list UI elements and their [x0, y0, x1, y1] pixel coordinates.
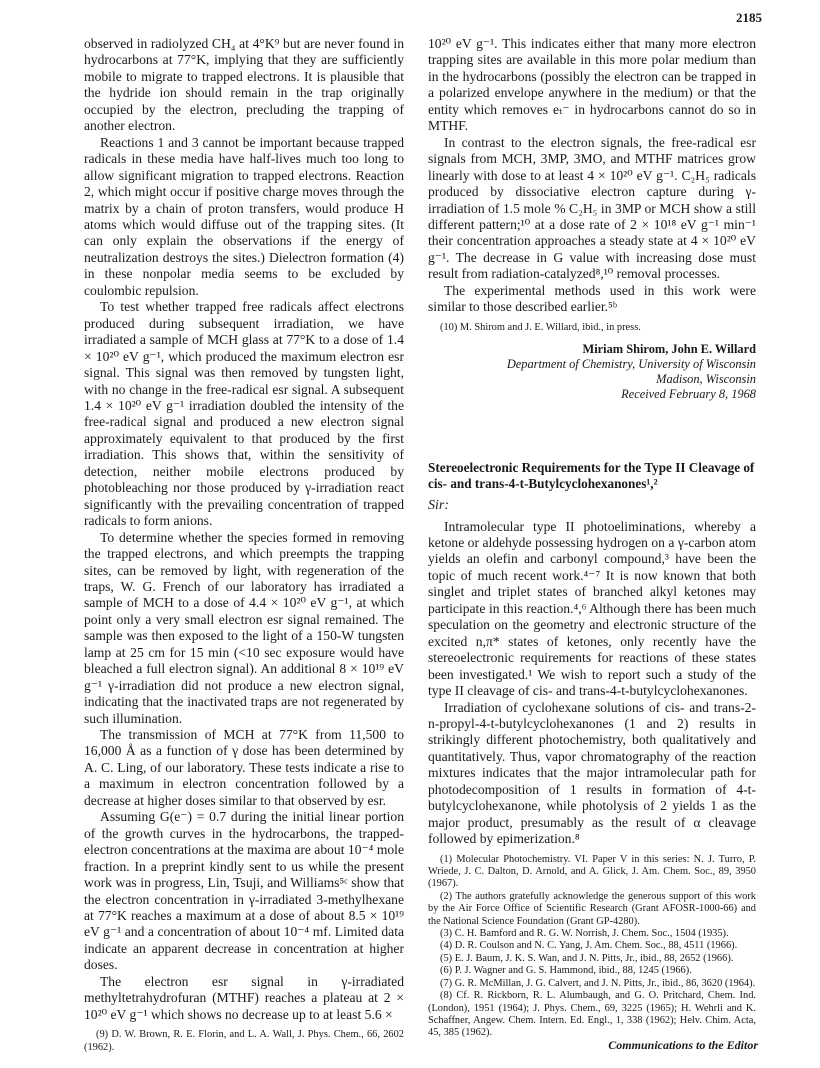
body-paragraph: The experimental methods used in this work were similar to those described earlier.⁵ᵇ: [428, 282, 756, 315]
body-paragraph: 10²⁰ eV g⁻¹. This indicates either that many more electron trapping sites are available in this more polar medium than in the hydrocarbons (possibly the electron can be trapped in a polarized envelope anywhere in the medium) or that the entity which removes eₜ⁻ in hydrocarbons cannot do so in MTHF.: [428, 36, 756, 134]
article-title: Stereoelectronic Requirements for the Type II Cleavage of cis- and trans-4-t-Butylcyclohexanones¹,²: [428, 460, 755, 492]
body-paragraph: Assuming G(e⁻) = 0.7 during the initial linear portion of the growth curves in the hydrocarbons, the trapped-electron concentrations at the maxima are about 10⁻⁴ mole fraction. In a preprint kindly sent to us while the present work was in progress, Lin, Tsuji, and Williams⁵ᶜ show that the electron concentration in γ-irradiated 3-methylhexane at 77°K reaches a maximum at a dose of about 8.5 × 10¹⁹ eV g⁻¹ and a concentration of about 10⁻⁴ mf. Limited data indicate an apparent decrease in concentration at higher doses.: [84, 809, 404, 973]
body-paragraph: To test whether trapped free radicals affect electrons produced during subsequent irradiation, we have irradiated a sample of MCH glass at 77°K to a dose of 1.4 × 10²⁰ eV g⁻¹, which produced the maximum electron esr signal. This signal was then removed by tungsten light, with no change in the free-radical esr signal. A subsequent 1.4 × 10²⁰ eV g⁻¹ irradiation doubled the intensity of the free-radical signal and produced a new electron signal approximately equivalent to that produced by the first irradiation. This shows that, within the sensitivity of detection, neither mobile electrons produced by photobleaching nor those produced by γ-irradiation react significantly with the prevailing concentration of trapped radicals to form anions.: [84, 299, 404, 529]
body-paragraph: Intramolecular type II photoeliminations, whereby a ketone or aldehyde possessing hydrogen on a γ-carbon atom yields an olefin and carbonyl compound,³ have been the topic of much recent work.⁴⁻⁷ It is now known that both singlet and triplet states of branched alkyl ketones may participate in this reaction.⁴,⁶ Although there has been much speculation on the geometry and electronic structure of the excited n,π* states of ketones, only recently have the stereoelectronic requirements for reactions of these states been investigated.¹ We wish to report such a study of the type II cleavage of cis- and trans-4-t-butylcyclohexanones.: [428, 518, 756, 699]
author-city: Madison, Wisconsin: [656, 372, 756, 387]
footnote: (5) E. J. Baum, J. K. S. Wan, and J. N. Pitts, Jr., ibid., 88, 2652 (1966).: [440, 952, 734, 964]
body-paragraph: The electron esr signal in γ-irradiated methyltetrahydrofuran (MTHF) reaches a plateau at 2 × 10²⁰ eV g⁻¹ which shows no decrease up to at least 5.6 ×: [84, 973, 404, 1022]
body-paragraph: Irradiation of cyclohexane solutions of cis- and trans-2-n-propyl-4-t-butylcyclohexanones (1 and 2) results in strikingly different photochemistry, both qualitatively and quantitatively. Thus, vapor chromatography of the reaction mixtures indicates that the major intramolecular path for photodecomposition of 1 results in formation of 4-t-butylcyclohexanone, while photolysis of 2 yields 1 as the major product, presumably as the result of α cleavage followed by epimerization.⁸: [428, 699, 756, 847]
body-paragraph: In contrast to the electron signals, the free-radical esr signals from MCH, 3MP, 3MO, and MTHF matrices grow linearly with dose to at least 4 × 10²⁰ eV g⁻¹. C₂H₅ radicals produced by dissociative electron capture during γ-irradiation of 1.5 mole % C₂H₅ in 3MP or MCH show a still different pattern;¹⁰ at a dose rate of 2 × 10¹⁸ eV g⁻¹ min⁻¹ their concentration approaches a steady state at 4 × 10²⁰ eV g⁻¹. The decrease in G value with increasing dose must result from radiation-catalyzed⁸,¹⁰ removal processes.: [428, 134, 756, 282]
author-department: Department of Chemistry, University of Wisconsin: [506, 357, 756, 372]
received-date: Received February 8, 1968: [621, 387, 756, 402]
footnote: (10) M. Shirom and J. E. Willard, ibid., in press.: [440, 321, 641, 333]
page-number: 2185: [736, 10, 762, 25]
left-column: [84, 36, 404, 1054]
body-paragraph: observed in radiolyzed CH₄ at 4°K⁹ but are never found in hydrocarbons at 77°K, implying that they are sufficiently mobile to migrate to trapped electrons. It is plausible that the hydride ion should remain in the trap originally occupied by the electron, precluding the trapping of another electron.: [84, 36, 404, 134]
body-paragraph: To determine whether the species formed in removing the trapped electrons, and which preempts the trapping sites, can be removed by light, with regeneration of the traps, W. G. French of our laboratory has irradiated a sample of MCH to a dose of 4.4 × 10²⁰ eV g⁻¹, at which point only a very small electron esr signal remained. The sample was then exposed to the light of a 150-W tungsten lamp at 25 cm for 15 min (<10 sec exposure would have bleached a full electron signal). An additional 8 × 10¹⁹ eV g⁻¹ γ-irradiation did not produce a new electron signal, indicating that the inactivated traps are not regenerated by such illumination.: [84, 529, 404, 726]
salutation: Sir:: [428, 498, 449, 514]
footnote: (3) C. H. Bamford and R. G. W. Norrish, J. Chem. Soc., 1504 (1935).: [440, 928, 729, 940]
footnote: (8) Cf. R. Rickborn, R. L. Alumbaugh, and G. O. Pritchard, Chem. Ind. (London), 1951 (1964); J. Phys. Chem., 69, 3225 (1965); H. Wehrli and K. Schaffner, Angew. Chem. Intern. Ed. Engl., 1, 338 (1962); Helv. Chim. Acta, 45, 385 (1962).: [428, 990, 756, 1039]
body-paragraph: The transmission of MCH at 77°K from 11,500 to 16,000 Å as a function of γ dose has been determined by A. C. Ling, of our laboratory. These tests indicate a rise to a maximum in electron concentration followed by a decrease at higher doses similar to that observed by esr.: [84, 727, 404, 808]
journal-section-footer: Communications to the Editor: [608, 1038, 758, 1052]
footnote: (7) G. R. McMillan, J. G. Calvert, and J. N. Pitts, Jr., ibid., 86, 3620 (1964).: [440, 977, 756, 989]
right-column: [428, 36, 756, 1040]
author-signature: [428, 342, 756, 402]
footnote: (4) D. R. Coulson and N. C. Yang, J. Am. Chem. Soc., 88, 4511 (1966).: [440, 940, 738, 952]
footnote: (6) P. J. Wagner and G. S. Hammond, ibid., 88, 1245 (1966).: [440, 965, 692, 977]
author-names: Miriam Shirom, John E. Willard: [582, 342, 756, 357]
footnote: (2) The authors gratefully acknowledge the generous support of this work by the Air Force Office of Scientific Research (Grant AFOSR-1000-66) and the National Science Foundation (Grant GP-4280).: [428, 890, 756, 927]
body-paragraph: Reactions 1 and 3 cannot be important because trapped radicals in these media have half-lives much too long to allow significant migration to trapped electrons. Reaction 2, which might occur if positive charge moves through the matrix by a chain of proton transfers, would produce H atoms which would diffuse out of the trapping sites. (It can only explain the observations if the energy of neutralization destroys the sites.) Dielectron formation (4) in these nonpolar media seems to be excluded by coulombic repulsion.: [84, 134, 404, 298]
footnote: (1) Molecular Photochemistry. VI. Paper V in this series: N. J. Turro, P. Wriede, J. C. Dalton, D. Arnold, and A. Glick, J. Am. Chem. Soc., 89, 3950 (1967).: [428, 853, 756, 890]
footnote: (9) D. W. Brown, R. E. Florin, and L. A. Wall, J. Phys. Chem., 66, 2602 (1962).: [84, 1029, 404, 1053]
